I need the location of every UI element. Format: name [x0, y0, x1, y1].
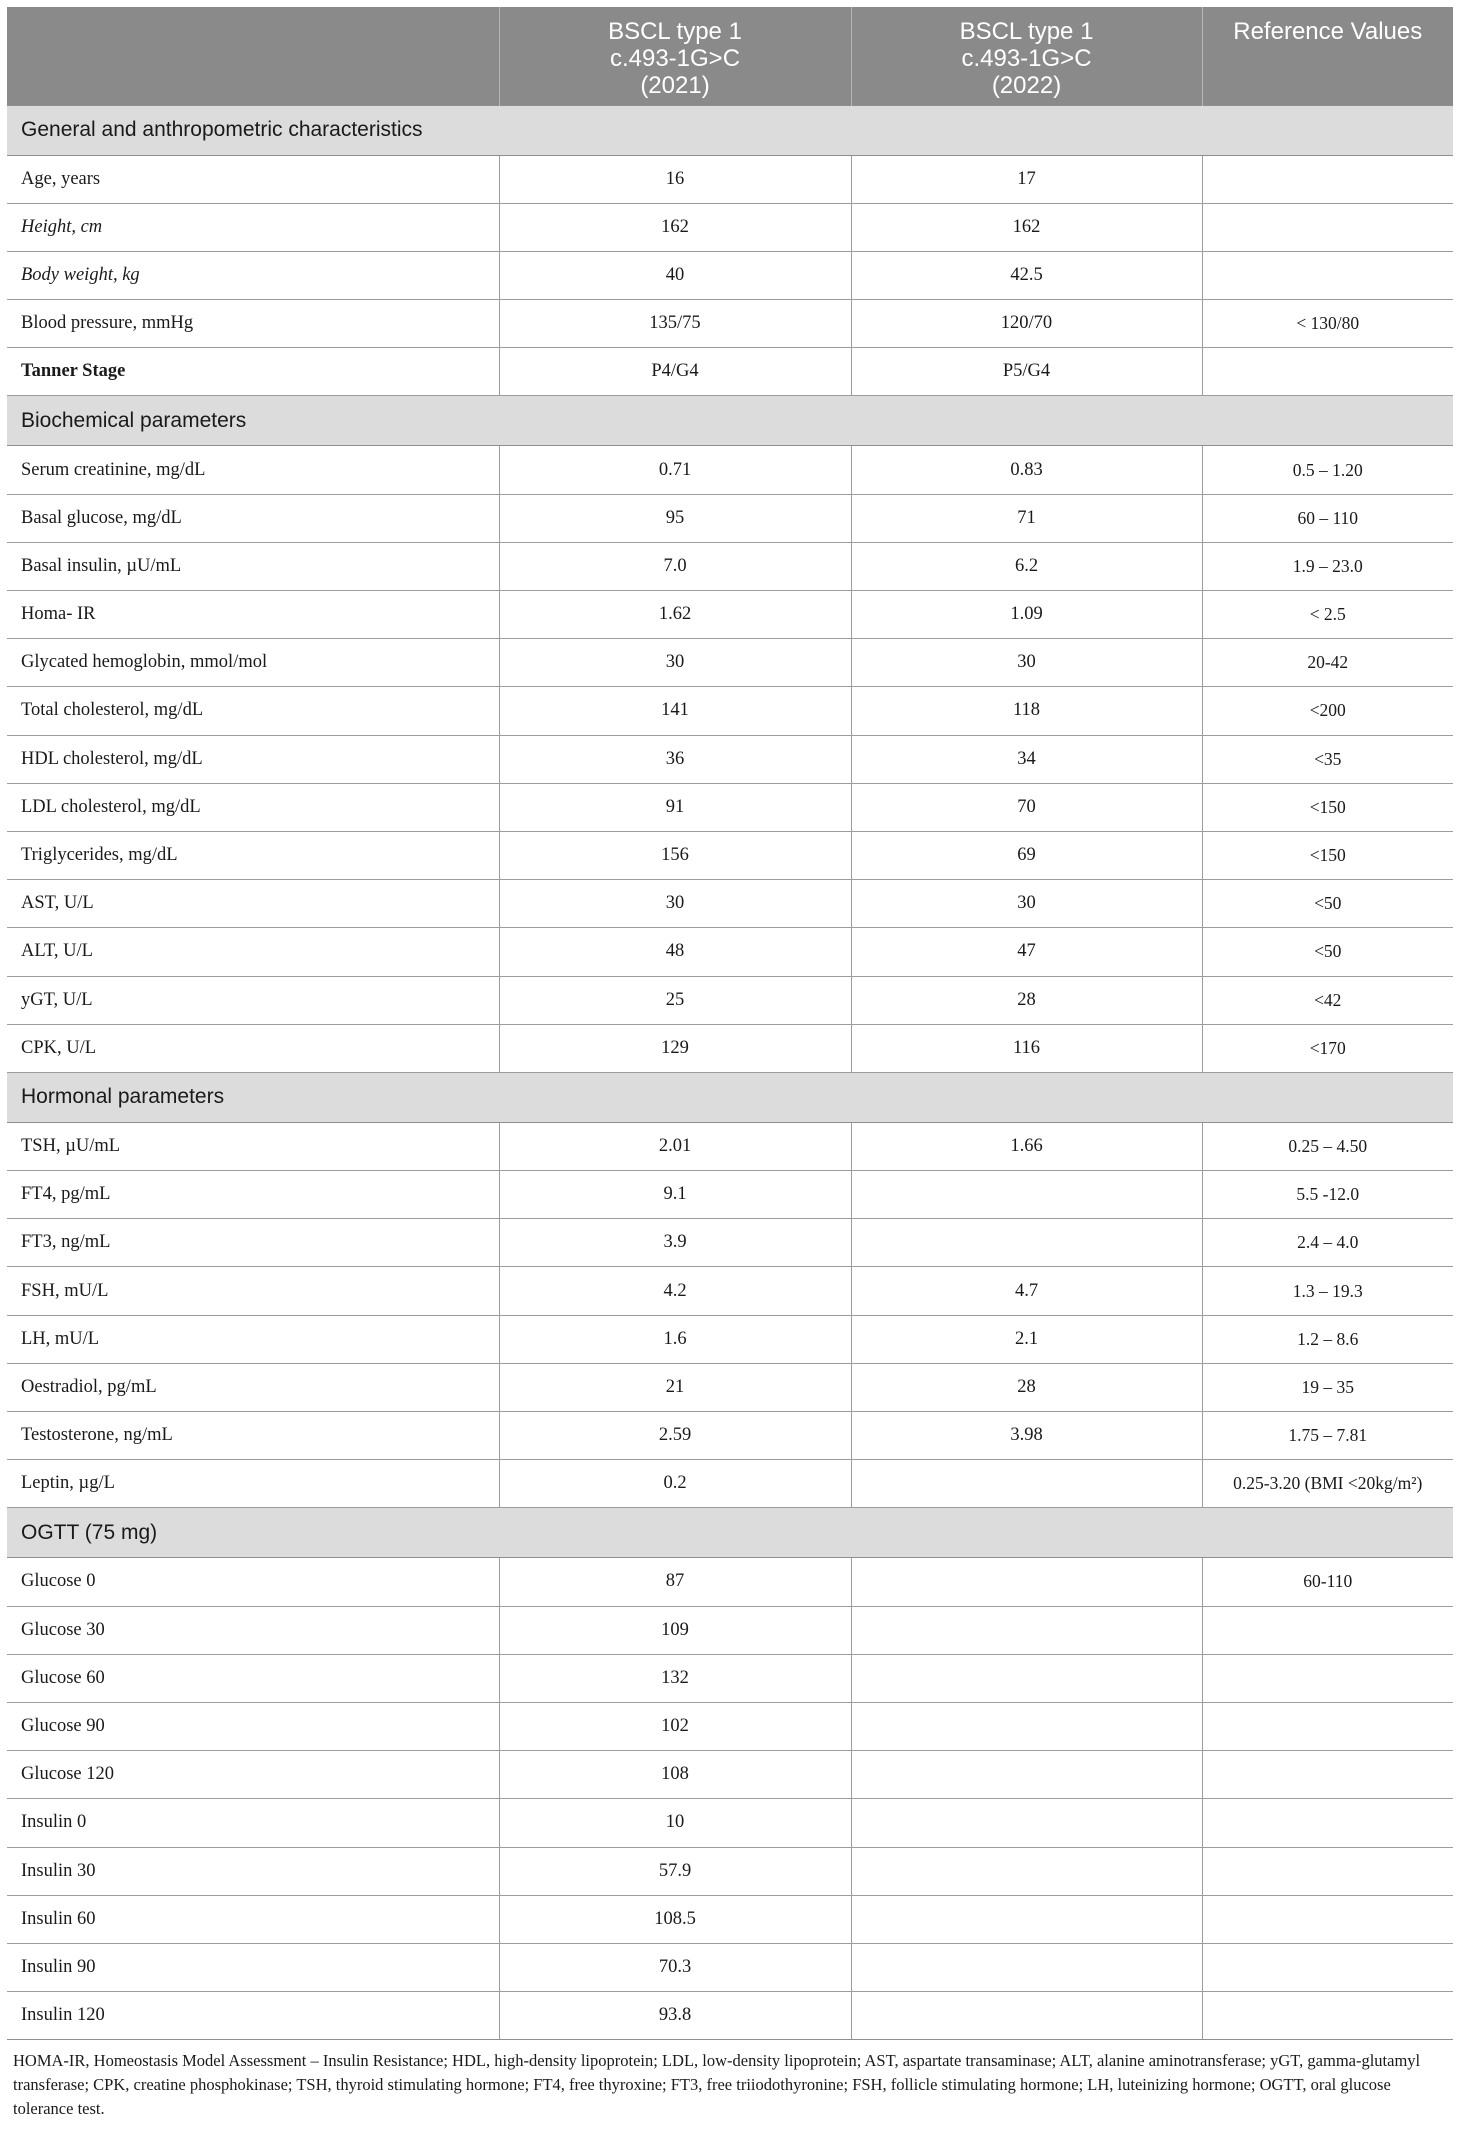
parameter-label: Triglycerides, mg/dL: [7, 831, 499, 879]
table-row: [7, 155, 1453, 203]
table-row: [7, 251, 1453, 299]
value-2022: [851, 1847, 1202, 1895]
section-title: Hormonal parameters: [7, 1072, 1453, 1122]
reference-value: <35: [1202, 735, 1453, 783]
reference-value: <150: [1202, 783, 1453, 831]
reference-value: 1.9 – 23.0: [1202, 542, 1453, 590]
reference-value: <170: [1202, 1024, 1453, 1072]
parameter-label: Insulin 90: [7, 1943, 499, 1991]
value-2021: 2.01: [499, 1122, 851, 1170]
table-row: [7, 1606, 1453, 1654]
table-body: [7, 105, 1453, 2040]
parameter-label: Glucose 30: [7, 1606, 499, 1654]
reference-value: [1202, 1654, 1453, 1702]
table-row: [7, 735, 1453, 783]
table-row: [7, 1558, 1453, 1606]
reference-value: 0.5 – 1.20: [1202, 446, 1453, 494]
reference-value: 0.25-3.20 (BMI <20kg/m²): [1202, 1460, 1453, 1508]
parameter-label: CPK, U/L: [7, 1024, 499, 1072]
parameter-label: Glucose 0: [7, 1558, 499, 1606]
reference-value: 2.4 – 4.0: [1202, 1219, 1453, 1267]
value-2022: [851, 1460, 1202, 1508]
parameter-label: Glucose 120: [7, 1751, 499, 1799]
value-2022: 118: [851, 687, 1202, 735]
value-2022: 69: [851, 831, 1202, 879]
value-2022: 28: [851, 1363, 1202, 1411]
reference-value: [1202, 1702, 1453, 1750]
table-row: [7, 1171, 1453, 1219]
reference-value: 60 – 110: [1202, 494, 1453, 542]
section-title: General and anthropometric characteristics: [7, 105, 1453, 155]
header-2021-line1: BSCL type 1: [608, 18, 742, 45]
value-2022: 30: [851, 639, 1202, 687]
value-2022: [851, 1799, 1202, 1847]
value-2021: 1.6: [499, 1315, 851, 1363]
reference-value: < 130/80: [1202, 300, 1453, 348]
parameter-label: Blood pressure, mmHg: [7, 300, 499, 348]
value-2022: 0.83: [851, 446, 1202, 494]
section-title: OGTT (75 mg): [7, 1508, 1453, 1558]
value-2021: 108.5: [499, 1895, 851, 1943]
reference-value: [1202, 1895, 1453, 1943]
value-2022: 1.66: [851, 1122, 1202, 1170]
value-2022: 4.7: [851, 1267, 1202, 1315]
header-2022-line1: BSCL type 1: [959, 18, 1094, 45]
table-row: [7, 928, 1453, 976]
value-2021: 135/75: [499, 300, 851, 348]
value-2021: 102: [499, 1702, 851, 1750]
table-row: [7, 446, 1453, 494]
table-row: [7, 1895, 1453, 1943]
value-2021: 93.8: [499, 1992, 851, 2040]
value-2022: 3.98: [851, 1412, 1202, 1460]
value-2022: 70: [851, 783, 1202, 831]
parameter-label: Glycated hemoglobin, mmol/mol: [7, 639, 499, 687]
table-row: [7, 203, 1453, 251]
table-row: [7, 687, 1453, 735]
value-2022: [851, 1606, 1202, 1654]
table-row: [7, 300, 1453, 348]
parameter-label: FSH, mU/L: [7, 1267, 499, 1315]
reference-value: <200: [1202, 687, 1453, 735]
parameter-label: Homa- IR: [7, 591, 499, 639]
value-2022: [851, 1219, 1202, 1267]
value-2022: [851, 1558, 1202, 1606]
reference-value: 60-110: [1202, 1558, 1453, 1606]
section-row: [7, 1072, 1453, 1122]
value-2022: 116: [851, 1024, 1202, 1072]
table-row: [7, 1799, 1453, 1847]
header-2022-line3: (2022): [991, 72, 1062, 99]
reference-value: [1202, 251, 1453, 299]
value-2021: 30: [499, 880, 851, 928]
reference-value: [1202, 1992, 1453, 2040]
value-2022: [851, 1751, 1202, 1799]
value-2021: 48: [499, 928, 851, 976]
table-row: [7, 1219, 1453, 1267]
value-2022: 1.09: [851, 591, 1202, 639]
value-2021: 109: [499, 1606, 851, 1654]
reference-value: [1202, 1799, 1453, 1847]
reference-value: 5.5 -12.0: [1202, 1171, 1453, 1219]
table-row: [7, 1267, 1453, 1315]
value-2022: 17: [851, 155, 1202, 203]
parameter-label: Total cholesterol, mg/dL: [7, 687, 499, 735]
document: [7, 7, 1453, 2121]
value-2022: 120/70: [851, 300, 1202, 348]
value-2021: 91: [499, 783, 851, 831]
value-2021: 70.3: [499, 1943, 851, 1991]
table-row: [7, 1702, 1453, 1750]
reference-value: [1202, 1943, 1453, 1991]
value-2021: 108: [499, 1751, 851, 1799]
value-2021: 57.9: [499, 1847, 851, 1895]
reference-value: [1202, 1606, 1453, 1654]
value-2022: 2.1: [851, 1315, 1202, 1363]
reference-value: [1202, 203, 1453, 251]
header-reference-values: Reference Values: [1202, 7, 1453, 105]
table-footnote: HOMA-IR, Homeostasis Model Assessment – Insulin Resistance; HDL, high-density lipoprotein; LDL, low-density lipoprotein; AST, aspartate transaminase; ALT, alanine aminotransferase; yGT, gamma-glutamyl transferase; CPK, creatine phosphokinase; TSH, thyroid stimulating hormone; FT4, free thyroxine; FT3, free triiodothyronine; FSH, follicle stimulating hormone; LH, luteinizing hormone; OGTT, oral glucose tolerance test.: [13, 2051, 1421, 2119]
value-2021: 0.2: [499, 1460, 851, 1508]
table-row: [7, 1751, 1453, 1799]
value-2021: 21: [499, 1363, 851, 1411]
reference-value: <150: [1202, 831, 1453, 879]
value-2021: 132: [499, 1654, 851, 1702]
value-2021: 1.62: [499, 591, 851, 639]
value-2022: 28: [851, 976, 1202, 1024]
table-row: [7, 1122, 1453, 1170]
table-row: [7, 1024, 1453, 1072]
value-2022: 47: [851, 928, 1202, 976]
table-row: [7, 1654, 1453, 1702]
reference-value: <42: [1202, 976, 1453, 1024]
value-2021: 36: [499, 735, 851, 783]
table-row: [7, 1847, 1453, 1895]
value-2021: 25: [499, 976, 851, 1024]
table-row: [7, 542, 1453, 590]
parameter-label: Glucose 90: [7, 1702, 499, 1750]
value-2021: 10: [499, 1799, 851, 1847]
parameter-label: FT4, pg/mL: [7, 1171, 499, 1219]
reference-value: [1202, 1847, 1453, 1895]
parameter-label: Serum creatinine, mg/dL: [7, 446, 499, 494]
value-2022: [851, 1654, 1202, 1702]
reference-value: <50: [1202, 880, 1453, 928]
parameter-label: ALT, U/L: [7, 928, 499, 976]
parameter-label: Insulin 0: [7, 1799, 499, 1847]
parameter-label: FT3, ng/mL: [7, 1219, 499, 1267]
section-row: [7, 1508, 1453, 1558]
value-2021: 9.1: [499, 1171, 851, 1219]
value-2021: 95: [499, 494, 851, 542]
parameter-label: Leptin, µg/L: [7, 1460, 499, 1508]
value-2022: [851, 1992, 1202, 2040]
value-2021: 87: [499, 1558, 851, 1606]
parameter-label: Glucose 60: [7, 1654, 499, 1702]
table-row: [7, 1943, 1453, 1991]
header-2022-line2: c.493-1G>C: [961, 45, 1092, 72]
table-row: [7, 494, 1453, 542]
value-2022: 162: [851, 203, 1202, 251]
parameter-label: AST, U/L: [7, 880, 499, 928]
parameter-label: HDL cholesterol, mg/dL: [7, 735, 499, 783]
reference-value: 0.25 – 4.50: [1202, 1122, 1453, 1170]
value-2022: 42.5: [851, 251, 1202, 299]
header-2021-line3: (2021): [640, 72, 710, 99]
reference-value: [1202, 155, 1453, 203]
value-2021: 2.59: [499, 1412, 851, 1460]
value-2021: 156: [499, 831, 851, 879]
value-2021: 4.2: [499, 1267, 851, 1315]
header-2021-line2: c.493-1G>C: [609, 45, 741, 72]
value-2021: 141: [499, 687, 851, 735]
table-row: [7, 831, 1453, 879]
value-2021: 162: [499, 203, 851, 251]
value-2021: 30: [499, 639, 851, 687]
reference-value: <50: [1202, 928, 1453, 976]
parameter-label: LDL cholesterol, mg/dL: [7, 783, 499, 831]
value-2021: 129: [499, 1024, 851, 1072]
parameter-label: Basal glucose, mg/dL: [7, 494, 499, 542]
reference-value: [1202, 348, 1453, 396]
section-row: [7, 105, 1453, 155]
value-2022: [851, 1171, 1202, 1219]
table-header-row: [7, 7, 1453, 105]
reference-value: 1.2 – 8.6: [1202, 1315, 1453, 1363]
table-row: [7, 783, 1453, 831]
table-row: [7, 1992, 1453, 2040]
value-2022: P5/G4: [851, 348, 1202, 396]
value-2022: 6.2: [851, 542, 1202, 590]
patient-data-table: [7, 7, 1453, 2040]
table-row: [7, 1363, 1453, 1411]
table-row: [7, 880, 1453, 928]
value-2022: [851, 1895, 1202, 1943]
value-2022: [851, 1943, 1202, 1991]
parameter-label: Oestradiol, pg/mL: [7, 1363, 499, 1411]
value-2021: 3.9: [499, 1219, 851, 1267]
parameter-label: Testosterone, ng/mL: [7, 1412, 499, 1460]
value-2022: [851, 1702, 1202, 1750]
table-row: [7, 348, 1453, 396]
table-row: [7, 1412, 1453, 1460]
reference-value: 1.75 – 7.81: [1202, 1412, 1453, 1460]
section-row: [7, 396, 1453, 446]
parameter-label: Insulin 60: [7, 1895, 499, 1943]
value-2021: P4/G4: [499, 348, 851, 396]
parameter-label: LH, mU/L: [7, 1315, 499, 1363]
parameter-label: Insulin 120: [7, 1992, 499, 2040]
parameter-label: Body weight, kg: [7, 251, 499, 299]
parameter-label: Basal insulin, µU/mL: [7, 542, 499, 590]
value-2021: 40: [499, 251, 851, 299]
value-2021: 16: [499, 155, 851, 203]
value-2021: 0.71: [499, 446, 851, 494]
parameter-label: Age, years: [7, 155, 499, 203]
reference-value: 20-42: [1202, 639, 1453, 687]
reference-value: < 2.5: [1202, 591, 1453, 639]
table-row: [7, 1460, 1453, 1508]
parameter-label: yGT, U/L: [7, 976, 499, 1024]
reference-value: 1.3 – 19.3: [1202, 1267, 1453, 1315]
table-row: [7, 591, 1453, 639]
parameter-label: Insulin 30: [7, 1847, 499, 1895]
parameter-label: TSH, µU/mL: [7, 1122, 499, 1170]
value-2022: 71: [851, 494, 1202, 542]
header-parameter: [7, 7, 499, 105]
header-2021: [499, 7, 851, 105]
header-2022: [851, 7, 1202, 105]
table-row: [7, 639, 1453, 687]
value-2022: 30: [851, 880, 1202, 928]
value-2021: 7.0: [499, 542, 851, 590]
section-title: Biochemical parameters: [7, 396, 1453, 446]
table-row: [7, 1315, 1453, 1363]
parameter-label: Height, cm: [7, 203, 499, 251]
reference-value: 19 – 35: [1202, 1363, 1453, 1411]
table-row: [7, 976, 1453, 1024]
value-2022: 34: [851, 735, 1202, 783]
reference-value: [1202, 1751, 1453, 1799]
parameter-label: Tanner Stage: [7, 348, 499, 396]
